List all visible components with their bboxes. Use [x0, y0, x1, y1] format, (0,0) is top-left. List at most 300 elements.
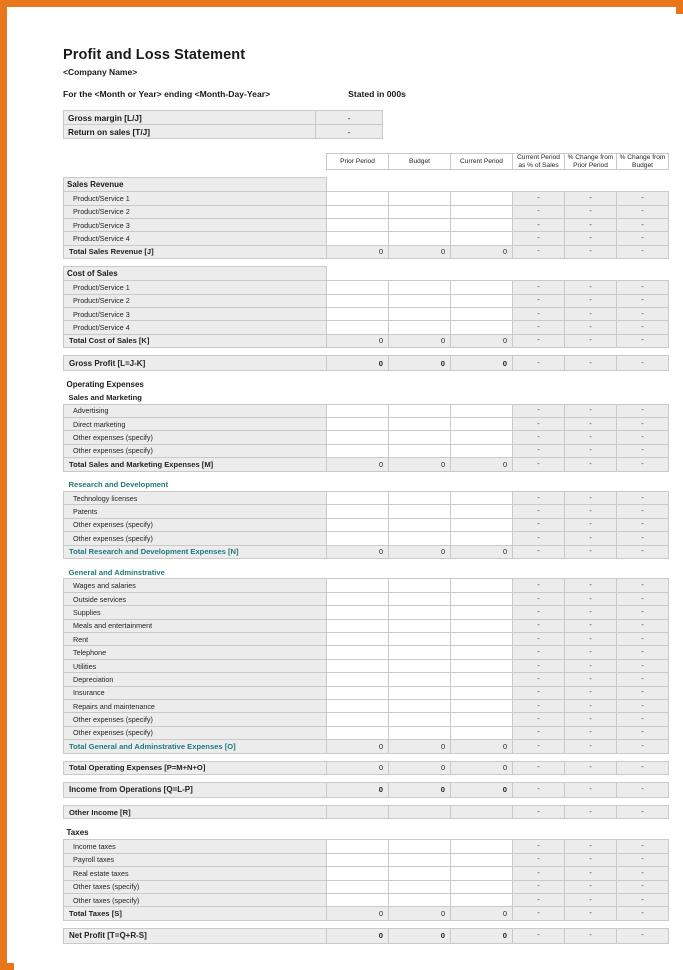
cell-budget[interactable]	[389, 713, 451, 726]
cell-prior[interactable]	[327, 805, 389, 818]
spacer	[64, 753, 669, 761]
total-prior: 0	[327, 740, 389, 753]
table-row	[64, 532, 669, 545]
cell-prior[interactable]	[327, 633, 389, 646]
total-pct-prior: -	[565, 805, 617, 818]
cell-prior[interactable]	[327, 699, 389, 712]
spacer	[64, 558, 669, 566]
header-current-period-pct-sales: Current Period as % of Sales	[513, 154, 565, 170]
cell-budget[interactable]	[389, 579, 451, 592]
table-row	[64, 431, 669, 444]
worksheet-page	[14, 14, 683, 970]
table-row	[64, 281, 669, 294]
table-row	[64, 307, 669, 320]
cell-current[interactable]	[451, 404, 513, 417]
total-budget: 0	[389, 458, 451, 471]
cell-prior[interactable]	[327, 713, 389, 726]
table-row	[64, 646, 669, 659]
cell-pct-budget: -	[617, 492, 669, 505]
total-pct-prior: -	[565, 245, 617, 258]
cell-current[interactable]	[451, 232, 513, 245]
cell-pct-prior: -	[565, 579, 617, 592]
cell-budget[interactable]	[389, 218, 451, 231]
cell-prior[interactable]	[327, 218, 389, 231]
cell-prior[interactable]	[327, 880, 389, 893]
cell-prior[interactable]	[327, 404, 389, 417]
cell-budget[interactable]	[389, 307, 451, 320]
table-row	[64, 192, 669, 205]
cell-budget[interactable]	[389, 726, 451, 739]
cell-prior[interactable]	[327, 853, 389, 866]
cell-prior[interactable]	[327, 867, 389, 880]
total-prior: 0	[327, 334, 389, 347]
spacer	[64, 259, 669, 267]
cell-pct-budget: -	[617, 579, 669, 592]
total-budget: 0	[389, 782, 451, 797]
ratio-label-return-on-sales: Return on sales [T/J]	[64, 125, 316, 139]
spacer	[64, 797, 669, 805]
cell-pct-sales: -	[513, 192, 565, 205]
total-budget: 0	[389, 928, 451, 943]
cell-budget[interactable]	[389, 633, 451, 646]
cell-pct-budget: -	[617, 713, 669, 726]
row-label: Technology licenses	[64, 492, 327, 505]
total-row-research-development	[64, 545, 669, 558]
cell-current[interactable]	[451, 880, 513, 893]
table-row	[64, 893, 669, 906]
cell-pct-budget: -	[617, 294, 669, 307]
total-pct-sales: -	[513, 458, 565, 471]
cell-prior[interactable]	[327, 686, 389, 699]
cell-budget[interactable]	[389, 893, 451, 906]
cell-pct-prior: -	[565, 619, 617, 632]
cell-pct-prior: -	[565, 840, 617, 853]
row-label: Other expenses (specify)	[64, 518, 327, 531]
cell-prior[interactable]	[327, 840, 389, 853]
total-prior: 0	[327, 458, 389, 471]
section-label-operating-expenses: Operating Expenses	[66, 380, 144, 390]
cell-pct-prior: -	[565, 713, 617, 726]
profit-loss-table	[63, 153, 669, 944]
cell-current[interactable]	[451, 619, 513, 632]
total-pct-budget: -	[617, 356, 669, 371]
total-pct-prior: -	[565, 782, 617, 797]
cell-pct-budget: -	[617, 659, 669, 672]
cell-pct-budget: -	[617, 532, 669, 545]
cell-prior[interactable]	[327, 532, 389, 545]
cell-current[interactable]	[451, 205, 513, 218]
table-row	[64, 673, 669, 686]
total-pct-prior: -	[565, 356, 617, 371]
cell-budget[interactable]	[389, 880, 451, 893]
ratio-row-return-on-sales	[64, 125, 383, 139]
spacer	[64, 819, 669, 827]
cell-pct-sales: -	[513, 431, 565, 444]
total-pct-prior: -	[565, 907, 617, 920]
cell-current[interactable]	[451, 281, 513, 294]
cell-prior[interactable]	[327, 492, 389, 505]
cell-current[interactable]	[451, 492, 513, 505]
page-title: Profit and Loss Statement	[63, 47, 246, 63]
cell-pct-prior: -	[565, 492, 617, 505]
total-budget: 0	[389, 907, 451, 920]
total-pct-budget: -	[617, 458, 669, 471]
period-label: For the <Month or Year> ending <Month-Day-Year>	[63, 89, 271, 99]
ratio-label-gross-margin: Gross margin [L/J]	[64, 111, 316, 125]
cell-current[interactable]	[451, 307, 513, 320]
section-title-cost-of-sales	[64, 267, 669, 281]
header-pct-change-budget: % Change from Budget	[617, 154, 669, 170]
cell-pct-sales: -	[513, 659, 565, 672]
total-pct-budget: -	[617, 761, 669, 774]
row-label: Other expenses (specify)	[64, 444, 327, 457]
cell-budget[interactable]	[389, 853, 451, 866]
cell-pct-sales: -	[513, 592, 565, 605]
cell-current[interactable]	[451, 431, 513, 444]
cell-pct-sales: -	[513, 294, 565, 307]
cell-pct-budget: -	[617, 192, 669, 205]
cell-budget[interactable]	[389, 417, 451, 430]
cell-current[interactable]	[451, 699, 513, 712]
total-pct-sales: -	[513, 245, 565, 258]
header-current-period: Current Period	[451, 154, 513, 170]
cell-pct-prior: -	[565, 192, 617, 205]
cell-budget[interactable]	[389, 518, 451, 531]
cell-prior[interactable]	[327, 444, 389, 457]
cell-budget[interactable]	[389, 686, 451, 699]
table-row	[64, 880, 669, 893]
cell-pct-sales: -	[513, 579, 565, 592]
row-label: Outside services	[64, 592, 327, 605]
table-row	[64, 505, 669, 518]
row-label: Utilities	[64, 659, 327, 672]
cell-prior[interactable]	[327, 606, 389, 619]
cell-pct-sales: -	[513, 321, 565, 334]
cell-pct-prior: -	[565, 281, 617, 294]
ratio-row-gross-margin	[64, 111, 383, 125]
section-title-operating-expenses	[64, 378, 669, 391]
total-pct-prior: -	[565, 928, 617, 943]
cell-current[interactable]	[451, 532, 513, 545]
row-label: Repairs and maintenance	[64, 699, 327, 712]
cell-budget[interactable]	[389, 404, 451, 417]
table-row	[64, 518, 669, 531]
row-label: Patents	[64, 505, 327, 518]
cell-pct-sales: -	[513, 646, 565, 659]
total-row-general-administrative	[64, 740, 669, 753]
cell-current[interactable]	[451, 505, 513, 518]
total-pct-sales: -	[513, 782, 565, 797]
cell-prior[interactable]	[327, 592, 389, 605]
row-label: Insurance	[64, 686, 327, 699]
table-row	[64, 686, 669, 699]
cell-prior[interactable]	[327, 673, 389, 686]
cell-budget[interactable]	[389, 281, 451, 294]
cell-pct-prior: -	[565, 404, 617, 417]
cell-prior[interactable]	[327, 307, 389, 320]
cell-current[interactable]	[451, 853, 513, 866]
total-current: 0	[451, 356, 513, 371]
cell-prior[interactable]	[327, 726, 389, 739]
total-pct-prior: -	[565, 761, 617, 774]
row-label: Payroll taxes	[64, 853, 327, 866]
row-label: Product/Service 4	[64, 232, 327, 245]
total-prior: 0	[327, 782, 389, 797]
cell-budget[interactable]	[389, 673, 451, 686]
cell-prior[interactable]	[327, 232, 389, 245]
cell-current[interactable]	[451, 579, 513, 592]
total-current: 0	[451, 545, 513, 558]
cell-budget[interactable]	[389, 492, 451, 505]
total-current: 0	[451, 928, 513, 943]
cell-pct-prior: -	[565, 853, 617, 866]
cell-pct-budget: -	[617, 853, 669, 866]
total-pct-budget: -	[617, 334, 669, 347]
cell-pct-budget: -	[617, 218, 669, 231]
table-row	[64, 444, 669, 457]
cell-pct-budget: -	[617, 205, 669, 218]
cell-budget[interactable]	[389, 619, 451, 632]
row-label: Telephone	[64, 646, 327, 659]
cell-pct-sales: -	[513, 893, 565, 906]
total-prior: 0	[327, 356, 389, 371]
stated-in-label: Stated in 000s	[348, 89, 406, 99]
cell-prior[interactable]	[327, 431, 389, 444]
cell-prior[interactable]	[327, 518, 389, 531]
cell-pct-prior: -	[565, 444, 617, 457]
cell-prior[interactable]	[327, 321, 389, 334]
cell-pct-budget: -	[617, 307, 669, 320]
total-pct-budget: -	[617, 928, 669, 943]
cell-pct-sales: -	[513, 673, 565, 686]
cell-budget[interactable]	[389, 659, 451, 672]
cell-pct-budget: -	[617, 518, 669, 531]
cell-prior[interactable]	[327, 294, 389, 307]
cell-prior[interactable]	[327, 646, 389, 659]
cell-prior[interactable]	[327, 893, 389, 906]
ratio-value-gross-margin[interactable]: -	[316, 111, 383, 125]
total-current: 0	[451, 761, 513, 774]
cell-pct-budget: -	[617, 321, 669, 334]
cell-pct-prior: -	[565, 686, 617, 699]
cell-pct-prior: -	[565, 880, 617, 893]
cell-pct-sales: -	[513, 867, 565, 880]
cell-current[interactable]	[451, 805, 513, 818]
cell-pct-sales: -	[513, 532, 565, 545]
cell-current[interactable]	[451, 518, 513, 531]
total-pct-budget: -	[617, 545, 669, 558]
spacer	[64, 774, 669, 782]
cell-budget[interactable]	[389, 646, 451, 659]
cell-budget[interactable]	[389, 505, 451, 518]
cell-prior[interactable]	[327, 417, 389, 430]
total-row-net-profit	[64, 928, 669, 943]
cell-current[interactable]	[451, 867, 513, 880]
cell-pct-sales: -	[513, 205, 565, 218]
cell-current[interactable]	[451, 444, 513, 457]
cell-pct-budget: -	[617, 880, 669, 893]
row-label: Product/Service 3	[64, 218, 327, 231]
cell-pct-budget: -	[617, 417, 669, 430]
row-label: Meals and entertainment	[64, 619, 327, 632]
cell-prior[interactable]	[327, 192, 389, 205]
total-prior: 0	[327, 928, 389, 943]
cell-pct-sales: -	[513, 633, 565, 646]
cell-pct-budget: -	[617, 646, 669, 659]
row-label: Rent	[64, 633, 327, 646]
row-label: Other expenses (specify)	[64, 532, 327, 545]
cell-prior[interactable]	[327, 579, 389, 592]
cell-pct-budget: -	[617, 699, 669, 712]
cell-pct-sales: -	[513, 880, 565, 893]
total-label: Income from Operations [Q=L-P]	[64, 782, 327, 797]
cell-current[interactable]	[451, 592, 513, 605]
subsection-title-research-development	[64, 479, 669, 492]
cell-pct-budget: -	[617, 505, 669, 518]
cell-current[interactable]	[451, 218, 513, 231]
row-label: Income taxes	[64, 840, 327, 853]
cell-budget[interactable]	[389, 294, 451, 307]
total-label: Net Profit [T=Q+R-S]	[64, 928, 327, 943]
cell-pct-sales: -	[513, 713, 565, 726]
cell-pct-budget: -	[617, 619, 669, 632]
cell-pct-prior: -	[565, 232, 617, 245]
cell-budget[interactable]	[389, 805, 451, 818]
total-pct-prior: -	[565, 334, 617, 347]
cell-current[interactable]	[451, 646, 513, 659]
row-label: Other expenses (specify)	[64, 726, 327, 739]
total-pct-budget: -	[617, 782, 669, 797]
cell-current[interactable]	[451, 633, 513, 646]
total-label: Total Research and Development Expenses [N]	[64, 545, 327, 558]
table-row	[64, 853, 669, 866]
cell-budget[interactable]	[389, 699, 451, 712]
cell-current[interactable]	[451, 659, 513, 672]
total-prior: 0	[327, 907, 389, 920]
ratio-summary-table	[63, 110, 383, 139]
total-current: 0	[451, 458, 513, 471]
cell-prior[interactable]	[327, 619, 389, 632]
table-row	[64, 579, 669, 592]
cell-pct-prior: -	[565, 893, 617, 906]
cell-prior[interactable]	[327, 205, 389, 218]
table-row	[64, 492, 669, 505]
total-prior: 0	[327, 761, 389, 774]
total-pct-budget: -	[617, 245, 669, 258]
company-name: <Company Name>	[63, 67, 138, 77]
total-pct-budget: -	[617, 907, 669, 920]
cell-budget[interactable]	[389, 192, 451, 205]
cell-current[interactable]	[451, 726, 513, 739]
cell-pct-sales: -	[513, 505, 565, 518]
total-current: 0	[451, 245, 513, 258]
subsection-label-general-administrative: General and Adminstrative	[68, 567, 165, 577]
cell-budget[interactable]	[389, 321, 451, 334]
table-row	[64, 659, 669, 672]
spacer	[64, 170, 669, 178]
cell-pct-prior: -	[565, 673, 617, 686]
section-label-cost-of-sales: Cost of Sales	[64, 267, 327, 281]
total-current: 0	[451, 334, 513, 347]
total-row-sales-revenue	[64, 245, 669, 258]
total-row-operating-expenses	[64, 761, 669, 774]
subsection-title-general-administrative	[64, 566, 669, 579]
cell-current[interactable]	[451, 321, 513, 334]
total-row-cost-of-sales	[64, 334, 669, 347]
cell-pct-budget: -	[617, 726, 669, 739]
cell-current[interactable]	[451, 417, 513, 430]
total-pct-sales: -	[513, 805, 565, 818]
cell-budget[interactable]	[389, 444, 451, 457]
row-label: Wages and salaries	[64, 579, 327, 592]
cell-budget[interactable]	[389, 840, 451, 853]
table-row	[64, 417, 669, 430]
cell-current[interactable]	[451, 840, 513, 853]
cell-budget[interactable]	[389, 205, 451, 218]
cell-pct-budget: -	[617, 840, 669, 853]
cell-current[interactable]	[451, 294, 513, 307]
subsection-label-sales-marketing: Sales and Marketing	[68, 392, 142, 402]
cell-prior[interactable]	[327, 505, 389, 518]
cell-prior[interactable]	[327, 659, 389, 672]
cell-current[interactable]	[451, 893, 513, 906]
cell-budget[interactable]	[389, 867, 451, 880]
cell-pct-prior: -	[565, 321, 617, 334]
cell-current[interactable]	[451, 606, 513, 619]
cell-current[interactable]	[451, 686, 513, 699]
cell-budget[interactable]	[389, 592, 451, 605]
cell-budget[interactable]	[389, 431, 451, 444]
total-budget: 0	[389, 356, 451, 371]
cell-pct-budget: -	[617, 232, 669, 245]
cell-pct-prior: -	[565, 726, 617, 739]
cell-pct-sales: -	[513, 606, 565, 619]
section-label-sales-revenue: Sales Revenue	[64, 178, 327, 192]
spacer	[64, 371, 669, 379]
cell-pct-budget: -	[617, 606, 669, 619]
ratio-value-return-on-sales[interactable]: -	[316, 125, 383, 139]
cell-prior[interactable]	[327, 281, 389, 294]
table-row	[64, 840, 669, 853]
cell-pct-sales: -	[513, 417, 565, 430]
cell-budget[interactable]	[389, 606, 451, 619]
cell-pct-budget: -	[617, 281, 669, 294]
cell-current[interactable]	[451, 713, 513, 726]
cell-current[interactable]	[451, 192, 513, 205]
cell-pct-budget: -	[617, 633, 669, 646]
cell-budget[interactable]	[389, 232, 451, 245]
total-pct-prior: -	[565, 545, 617, 558]
row-other-income	[64, 805, 669, 818]
table-row	[64, 592, 669, 605]
row-label: Advertising	[64, 404, 327, 417]
spacer	[64, 348, 669, 356]
header-budget: Budget	[389, 154, 451, 170]
cell-current[interactable]	[451, 673, 513, 686]
total-pct-sales: -	[513, 928, 565, 943]
total-budget: 0	[389, 245, 451, 258]
total-row-income-from-operations	[64, 782, 669, 797]
cell-pct-budget: -	[617, 431, 669, 444]
cell-pct-sales: -	[513, 281, 565, 294]
cell-pct-prior: -	[565, 431, 617, 444]
cell-pct-sales: -	[513, 686, 565, 699]
total-label: Total Operating Expenses [P=M+N+O]	[64, 761, 327, 774]
cell-pct-budget: -	[617, 893, 669, 906]
cell-budget[interactable]	[389, 532, 451, 545]
total-row-taxes	[64, 907, 669, 920]
cell-pct-prior: -	[565, 592, 617, 605]
